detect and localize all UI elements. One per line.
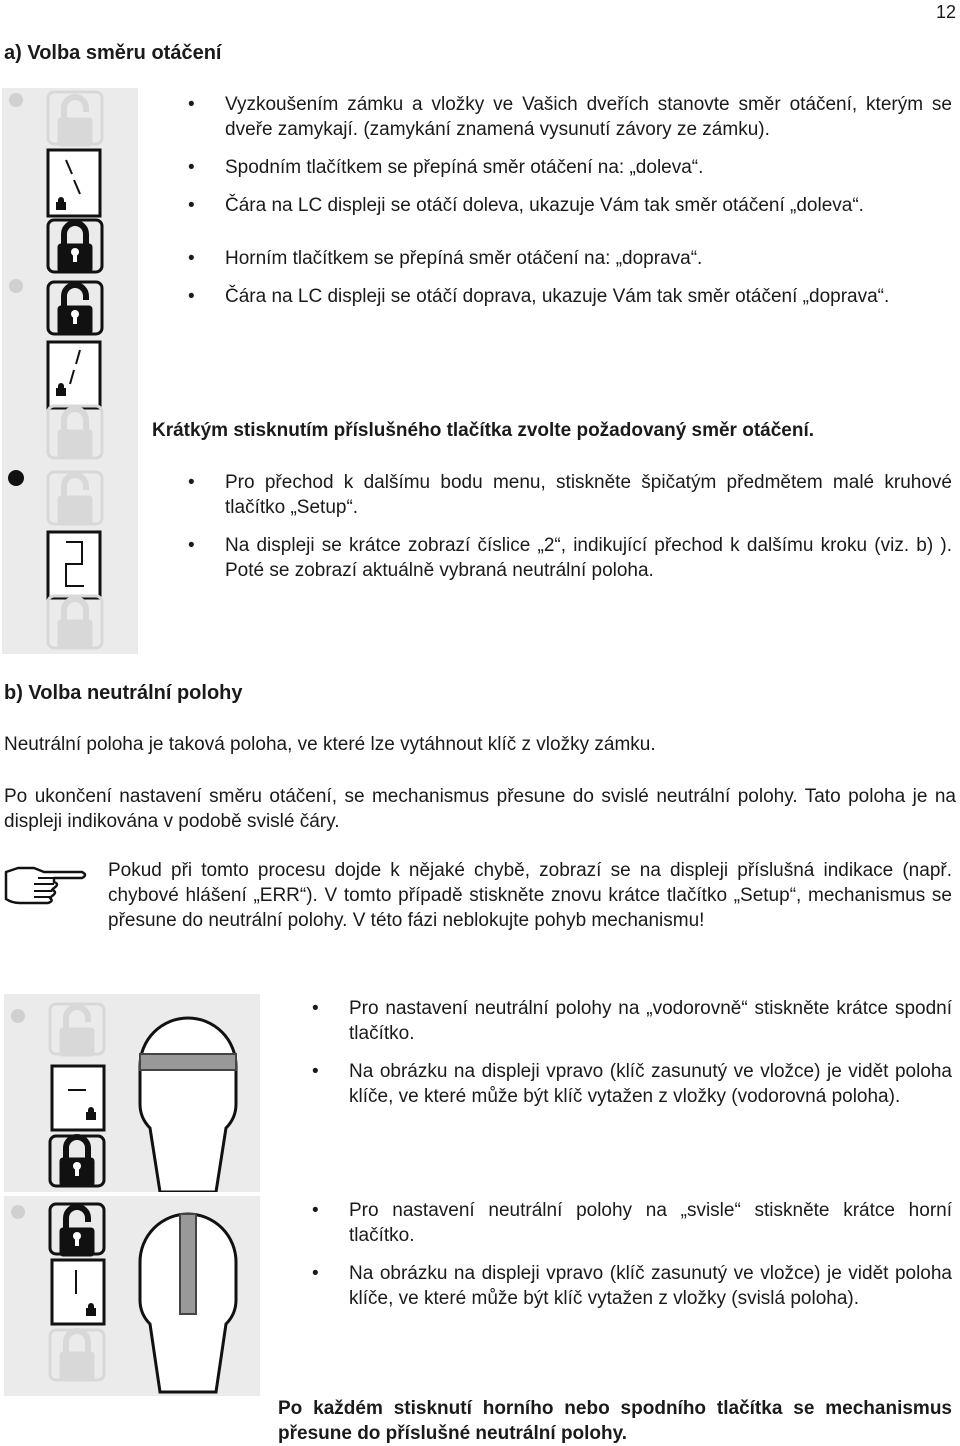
led-indicator: [8, 470, 24, 486]
device-panel-horizontal: [4, 994, 260, 1192]
list-item: • Horním tlačítkem se přepíná směr otáčení na: „doprava“.: [182, 246, 952, 271]
section-a-title: a) Volba směru otáčení: [4, 42, 222, 64]
paragraph: Po ukončení nastavení směru otáčení, se mechanismus přesune do svislé neutrální polohy. Tato poloha je na displeji indikována v podobě svislé čáry.: [4, 786, 956, 832]
list-item: • Pro přechod k dalšímu bodu menu, stiskněte špičatým předmětem malé kruhové tlačítko „Setup“.: [182, 470, 952, 520]
lock-closed-icon: [60, 1331, 94, 1380]
list-item: • Na displeji se krátce zobrazí číslice „2“, indikující přechod k dalšímu kroku (viz. b) ). Poté se zobrazí aktuálně vybraná neutrální poloha.: [182, 533, 952, 583]
bullets-vertical: [306, 1198, 952, 1324]
lock-open-icon: [58, 475, 92, 524]
list-item: • Pro nastavení neutrální polohy na „vodorovně“ stiskněte krátce spodní tlačítko.: [306, 996, 952, 1046]
led-indicator: [9, 93, 23, 107]
lock-closed-icon: [60, 1137, 94, 1186]
lock-open-icon: [60, 1007, 94, 1056]
pointing-hand-icon: [4, 862, 88, 908]
lcd-display-left: [48, 150, 100, 216]
device-panel-a: [2, 88, 138, 654]
list-item: • Vyzkoušením zámku a vložky ve Vašich dveřích stanovte směr otáčení, kterým se dveře zamykají. (zamykání znamená vysunutí závory ze zámku).: [182, 92, 952, 142]
led-indicator: [9, 279, 23, 293]
lock-cylinder-icon: [140, 1214, 236, 1392]
lock-open-icon: [58, 285, 92, 334]
bullets-direction: [182, 92, 952, 322]
paragraph: Neutrální poloha je taková poloha, ve které lze vytáhnout klíč z vložky zámku.: [4, 734, 656, 755]
bullets-horizontal: [306, 996, 952, 1122]
lcd-display-vertical: [52, 1260, 104, 1324]
list-item: • Na obrázku na displeji vpravo (klíč zasunutý ve vložce) je vidět poloha klíče, ve které může být klíč vytažen z vložky (svislá poloha).: [306, 1261, 952, 1311]
bullets-setup: [182, 470, 952, 596]
lock-open-icon: [58, 97, 92, 146]
section-b-title: b) Volba neutrální polohy: [4, 682, 243, 704]
lock-open-icon: [60, 1207, 94, 1256]
lcd-display-horizontal: [52, 1066, 104, 1130]
warning-note: Pokud při tomto procesu dojde k nějaké chybě, zobrazí se na displeji příslušná indikace (např. chybové hlášení „ERR“). V tomto případě stiskněte znovu krátce tlačítko „Setup“, mechanismus se přesune do neutrální polohy. V této fázi neblokujte pohyb mechanismu!: [108, 860, 952, 931]
list-item: • Čára na LC displeji se otáčí doprava, ukazuje Vám tak směr otáčení „doprava“.: [182, 284, 952, 309]
page-number: 12: [935, 2, 956, 22]
final-bold-note: Po každém stisknutí horního nebo spodního tlačítka se mechanismus přesune do příslušné neutrální polohy.: [278, 1398, 952, 1444]
list-item: • Čára na LC displeji se otáčí doleva, ukazuje Vám tak směr otáčení „doleva“.: [182, 193, 952, 218]
device-panel-vertical: [4, 1196, 260, 1396]
list-item: • Pro nastavení neutrální polohy na „svisle“ stiskněte krátce horní tlačítko.: [306, 1198, 952, 1248]
lock-closed-icon: [58, 223, 92, 272]
list-item: • Na obrázku na displeji vpravo (klíč zasunutý ve vložce) je vidět poloha klíče, ve které může být klíč vytažen z vložky (vodorovná poloha).: [306, 1059, 952, 1109]
bold-note-direction: Krátkým stisknutím příslušného tlačítka zvolte požadovaný směr otáčení.: [152, 420, 815, 441]
lock-closed-icon: [58, 409, 92, 458]
lcd-display-right: [48, 342, 100, 408]
lock-cylinder-icon: [140, 1018, 236, 1192]
list-item: • Spodním tlačítkem se přepíná směr otáčení na: „doleva“.: [182, 155, 952, 180]
lock-closed-icon: [58, 599, 92, 648]
